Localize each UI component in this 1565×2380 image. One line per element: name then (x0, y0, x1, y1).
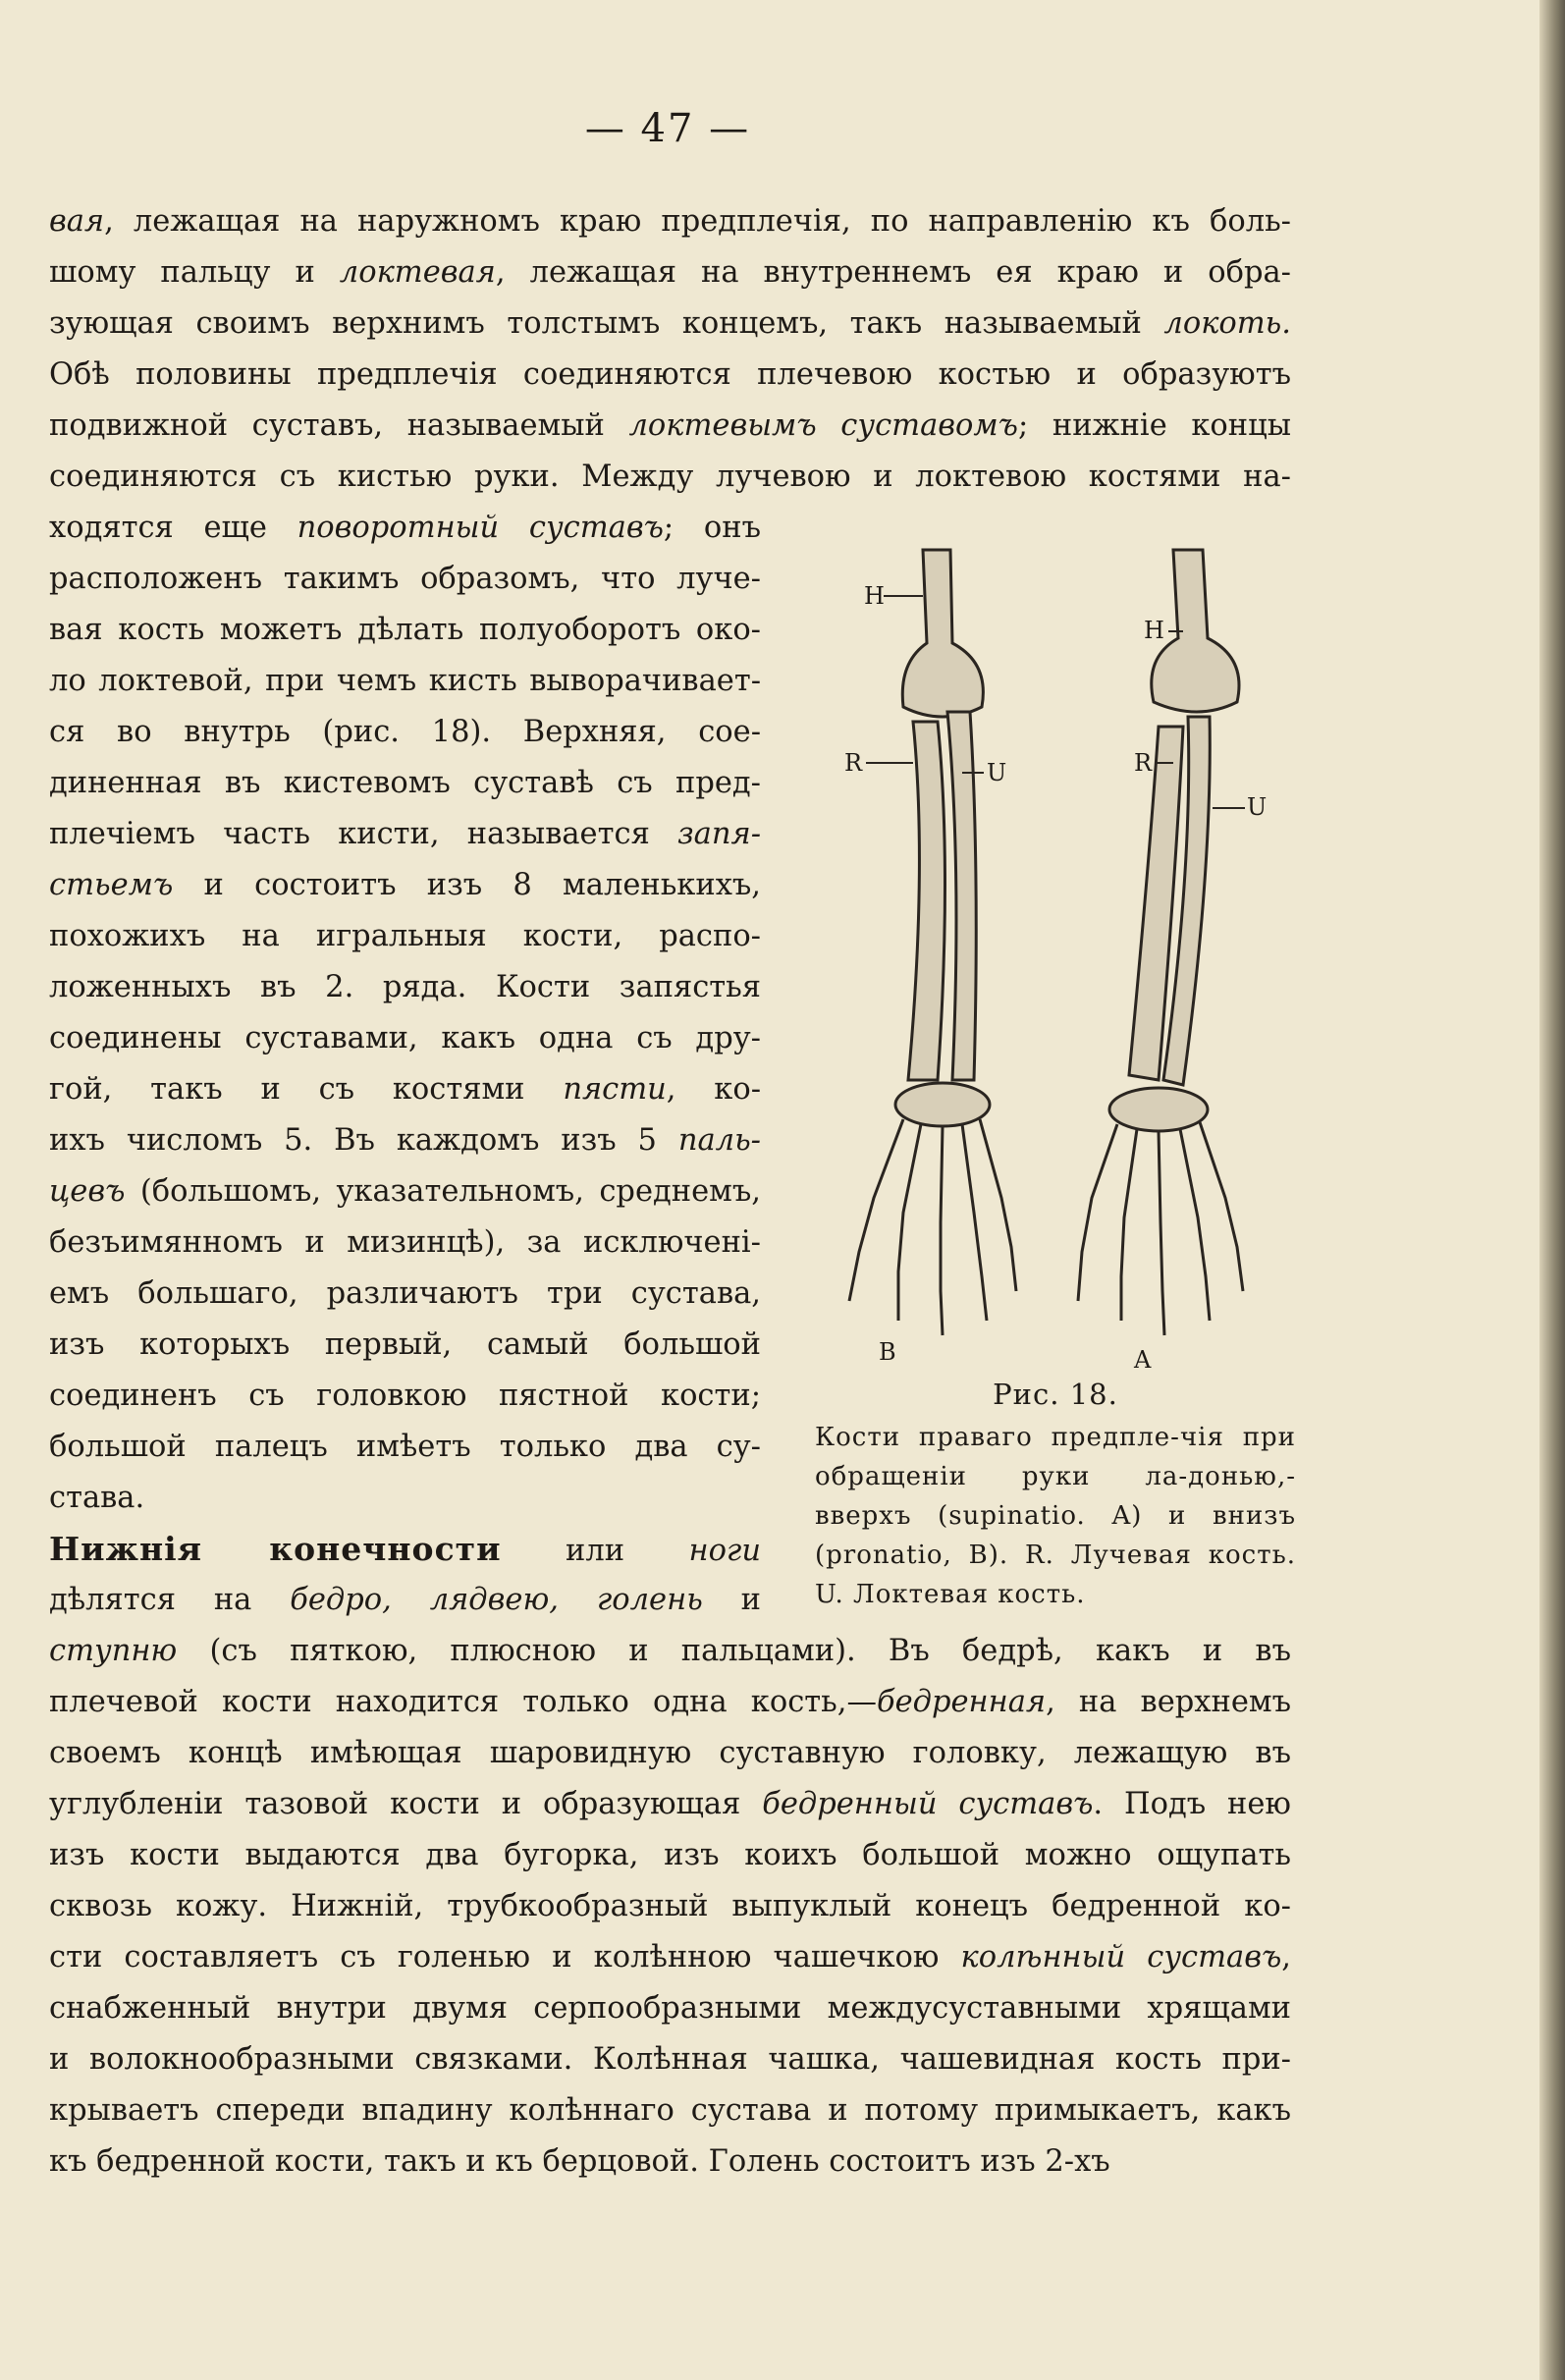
text-line: изъ кости выдаются два бугорка, изъ коихъ большой можно ощупать (49, 1838, 1291, 1872)
text-line: снабженный внутри двумя серпообразными междусуставными хрящами (49, 1991, 1291, 2026)
text-line: става. (49, 1481, 145, 1515)
text-line: емъ большаго, различаютъ три сустава, (49, 1276, 761, 1311)
text-line: соединены суставами, какъ одна съ дру- (49, 1021, 761, 1055)
text-line: стьемъ и состоитъ изъ 8 маленькихъ, (49, 868, 761, 902)
text-line: большой палецъ имѣетъ только два су- (49, 1430, 761, 1464)
text-line: Обѣ половины предплечія соединяются плечевою костью и образуютъ (49, 357, 1291, 392)
text-italic: паль- (677, 1123, 761, 1158)
right-arm-bones (1078, 550, 1243, 1335)
label-a: A (1134, 1346, 1152, 1370)
text-line: ложенныхъ въ 2. ряда. Кости запястья (49, 970, 761, 1004)
text-line: диненная въ кистевомъ суставѣ съ пред- (49, 766, 761, 800)
text-line: шому пальцу и локтевая, лежащая на внутреннемъ ея краю и обра- (49, 255, 1291, 290)
text-line: плечевой кости находится только одна кость,—бедренная, на верхнемъ (49, 1685, 1291, 1719)
figure-caption-title: Рис. 18. (993, 1378, 1118, 1411)
text-italic: вая (49, 204, 105, 239)
text-line: ся во внутрь (рис. 18). Верхняя, сое- (49, 715, 761, 749)
page-edge (1539, 0, 1565, 2380)
text-italic: колѣнный суставъ (960, 1940, 1282, 1974)
text-italic: ноги (688, 1534, 761, 1568)
text-italic: локоть. (1163, 306, 1291, 341)
paragraph-bottom (49, 1626, 1291, 2188)
text-italic: запя- (677, 817, 761, 851)
text-italic: бедренный суставъ (762, 1787, 1094, 1821)
label-u-left: U (987, 759, 1007, 786)
text-line: подвижной суставъ, называемый локтевымъ суставомъ; нижніе концы (49, 408, 1291, 443)
left-arm-bones (849, 550, 1016, 1335)
text-italic: локтевымъ суставомъ (628, 408, 1018, 443)
text-line: ло локтевой, при чемъ кисть выворачивает- (49, 664, 761, 698)
text-line: сти составляетъ съ голенью и колѣнною чашечкою колѣнный суставъ, (49, 1940, 1291, 1974)
text-line: и волокнообразными связками. Колѣнная чашка, чашевидная кость при- (49, 2042, 1291, 2077)
text-line: крываетъ спереди впадину колѣннаго сустава и потому примыкаетъ, какъ (49, 2093, 1291, 2128)
text-italic: бедро, лядвею, голень (290, 1583, 703, 1617)
text-italic: поворотный суставъ (297, 511, 664, 545)
text-italic: бедренная (876, 1685, 1047, 1719)
text-line: ихъ числомъ 5. Въ каждомъ изъ 5 паль- (49, 1123, 761, 1158)
text-line: соединенъ съ головкою пястной кости; (49, 1379, 761, 1413)
page-number: — 47 — (584, 106, 751, 151)
text-line: соединяются съ кистью руки. Между лучевою и локтевою костями на- (49, 460, 1291, 494)
figure-caption-text: Кости праваго предпле-чія при обращеніи руки ла-донью,-вверхъ (supinatio. A) и внизъ (pronatio, B). R. Лучевая кость. U. Локтевая кость. (815, 1423, 1296, 1609)
section-heading: Нижнія конечности (49, 1530, 502, 1568)
label-u-right: U (1247, 793, 1268, 821)
text-line: плечіемъ часть кисти, называется запя- (49, 817, 761, 851)
text-italic: цевъ (49, 1174, 126, 1209)
text-line: сквозь кожу. Нижній, трубкообразный выпуклый конецъ бедренной ко- (49, 1889, 1291, 1923)
text-line: углубленіи тазовой кости и образующая бедренный суставъ. Подъ нею (49, 1787, 1291, 1821)
text-line: своемъ концѣ имѣющая шаровидную суставную головку, лежащую въ (49, 1736, 1291, 1770)
text-italic: пясти (563, 1072, 667, 1107)
text-line: похожихъ на игральныя кости, распо- (49, 919, 761, 953)
label-r-right: R (1134, 749, 1153, 777)
label-b: B (879, 1338, 896, 1366)
text-italic: локтевая (339, 255, 496, 290)
text-italic: стьемъ (49, 868, 174, 902)
heading-line (49, 1524, 761, 1575)
text-line: зующая своимъ верхнимъ толстымъ концемъ, такъ называемый локоть. (49, 306, 1291, 341)
text-line: вая, лежащая на наружномъ краю предплечія, по направленію къ боль- (49, 204, 1291, 239)
label-h-left: H (864, 582, 885, 610)
text-line: къ бедренной кости, такъ и къ берцовой. Голень состоитъ изъ 2-хъ (49, 2144, 1110, 2179)
text-line: изъ которыхъ первый, самый большой (49, 1327, 761, 1362)
label-r-left: R (844, 749, 863, 777)
text-line: гой, такъ и съ костями пясти, ко- (49, 1072, 762, 1107)
text-line: ступню (съ пяткою, плюсною и пальцами). Въ бедрѣ, какъ и въ (49, 1634, 1291, 1668)
text-italic: ступню (49, 1634, 178, 1668)
figure-caption (815, 1375, 1296, 1614)
paragraph-top (49, 196, 1291, 503)
label-h-right: H (1144, 617, 1164, 644)
text-line: расположенъ такимъ образомъ, что луче- (49, 562, 761, 596)
text-line: вая кость можетъ дѣлать полуоборотъ око- (49, 613, 761, 647)
text-line: цевъ (большомъ, указательномъ, среднемъ, (49, 1174, 761, 1209)
text-line: безъимянномъ и мизинцѣ), за исключені- (49, 1225, 761, 1260)
text-line: ходятся еще поворотный суставъ; онъ (49, 511, 761, 545)
forearm-bones-figure (805, 545, 1316, 1370)
text-plain: или (566, 1534, 625, 1568)
text-line: дѣлятся на бедро, лядвею, голень и (49, 1583, 762, 1617)
